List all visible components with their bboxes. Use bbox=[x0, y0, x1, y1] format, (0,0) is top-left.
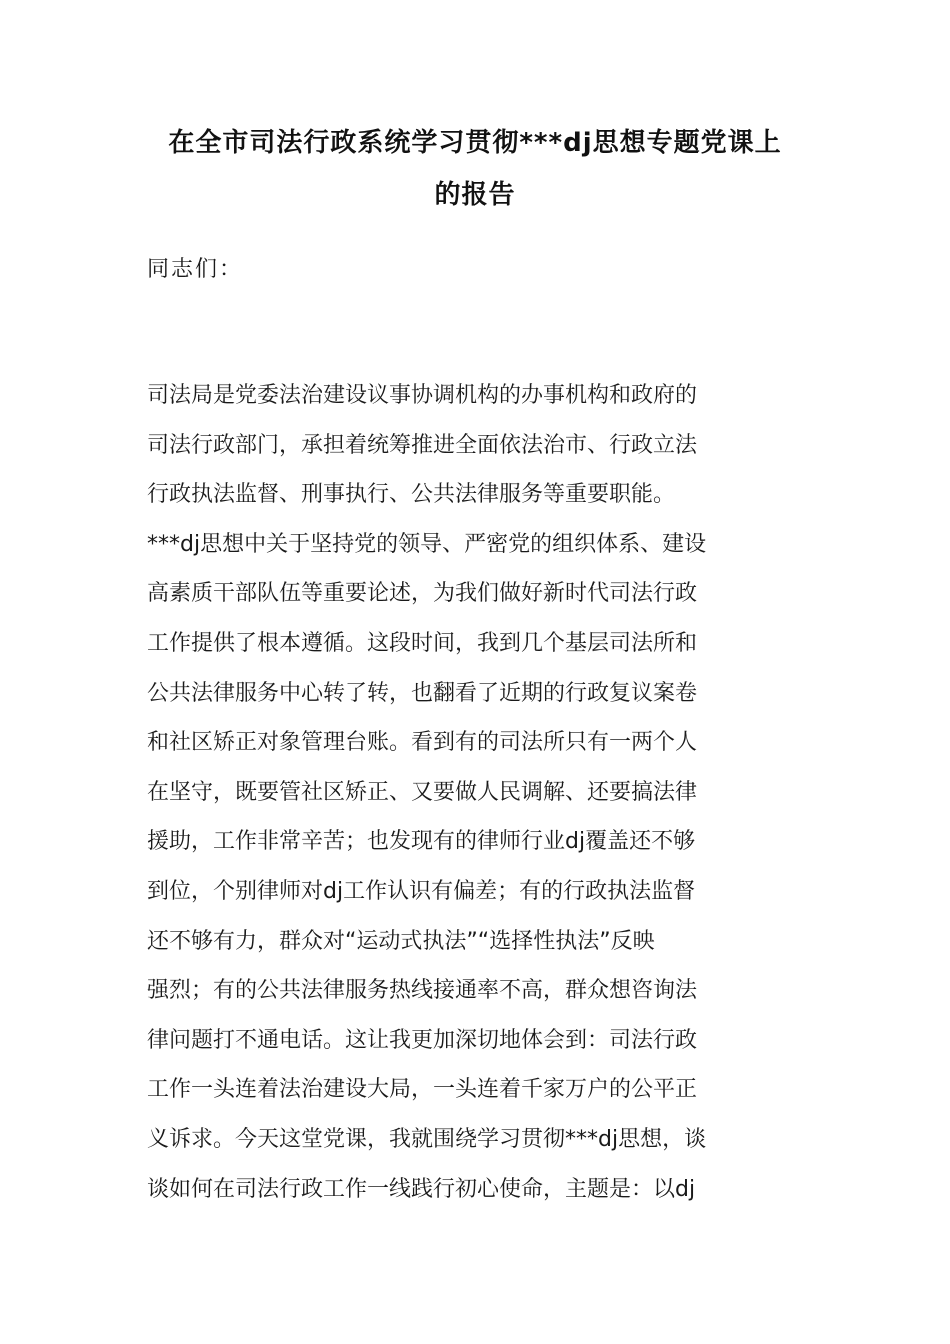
body-line: 还不够有力，群众对“运动式执法”“选择性执法”反映 bbox=[147, 928, 655, 954]
body-line: 谈如何在司法行政工作一线践行初心使命，主题是：以dj bbox=[147, 1176, 696, 1202]
body-line: 司法局是党委法治建设议事协调机构的办事机构和政府的 bbox=[147, 383, 698, 408]
body-line: 到位，个别律师对dj工作认识有偏差；有的行政执法监督 bbox=[147, 879, 696, 904]
body-line: 高素质干部队伍等重要论述，为我们做好新时代司法行政 bbox=[147, 581, 698, 607]
body-line: 律问题打不通电话。这让我更加深切地体会到：司法行政 bbox=[147, 1027, 698, 1053]
body-line: 工作一头连着法治建设大局，一头连着千家万户的公平正 bbox=[147, 1077, 698, 1103]
document-title-line-2: 的报告 bbox=[434, 180, 516, 210]
document-title-line-1: 在全市司法行政系统学习贯彻***dj思想专题党课上 bbox=[168, 128, 782, 158]
body-line: 行政执法监督、刑事执行、公共法律服务等重要职能。 bbox=[147, 482, 676, 508]
body-line: 工作提供了根本遵循。这段时间，我到几个基层司法所和 bbox=[147, 631, 698, 656]
body-line: 和社区矫正对象管理台账。看到有的司法所只有一两个人 bbox=[147, 730, 698, 756]
body-line: 司法行政部门，承担着统筹推进全面依法治市、行政立法 bbox=[147, 432, 698, 458]
body-line: 强烈；有的公共法律服务热线接通率不高，群众想咨询法 bbox=[147, 978, 698, 1004]
body-line: ***dj思想中关于坚持党的领导、严密党的组织体系、建设 bbox=[147, 531, 707, 557]
body-line: 援助，工作非常辛苦；也发现有的律师行业dj覆盖还不够 bbox=[147, 829, 696, 855]
body-line: 义诉求。今天这堂党课，我就围绕学习贯彻***dj思想，谈 bbox=[147, 1127, 707, 1152]
body-line: 公共法律服务中心转了转，也翻看了近期的行政复议案卷 bbox=[147, 680, 698, 706]
body-line: 在坚守，既要管社区矫正、又要做人民调解、还要搞法律 bbox=[147, 779, 698, 805]
salutation: 同志们： bbox=[147, 257, 244, 282]
